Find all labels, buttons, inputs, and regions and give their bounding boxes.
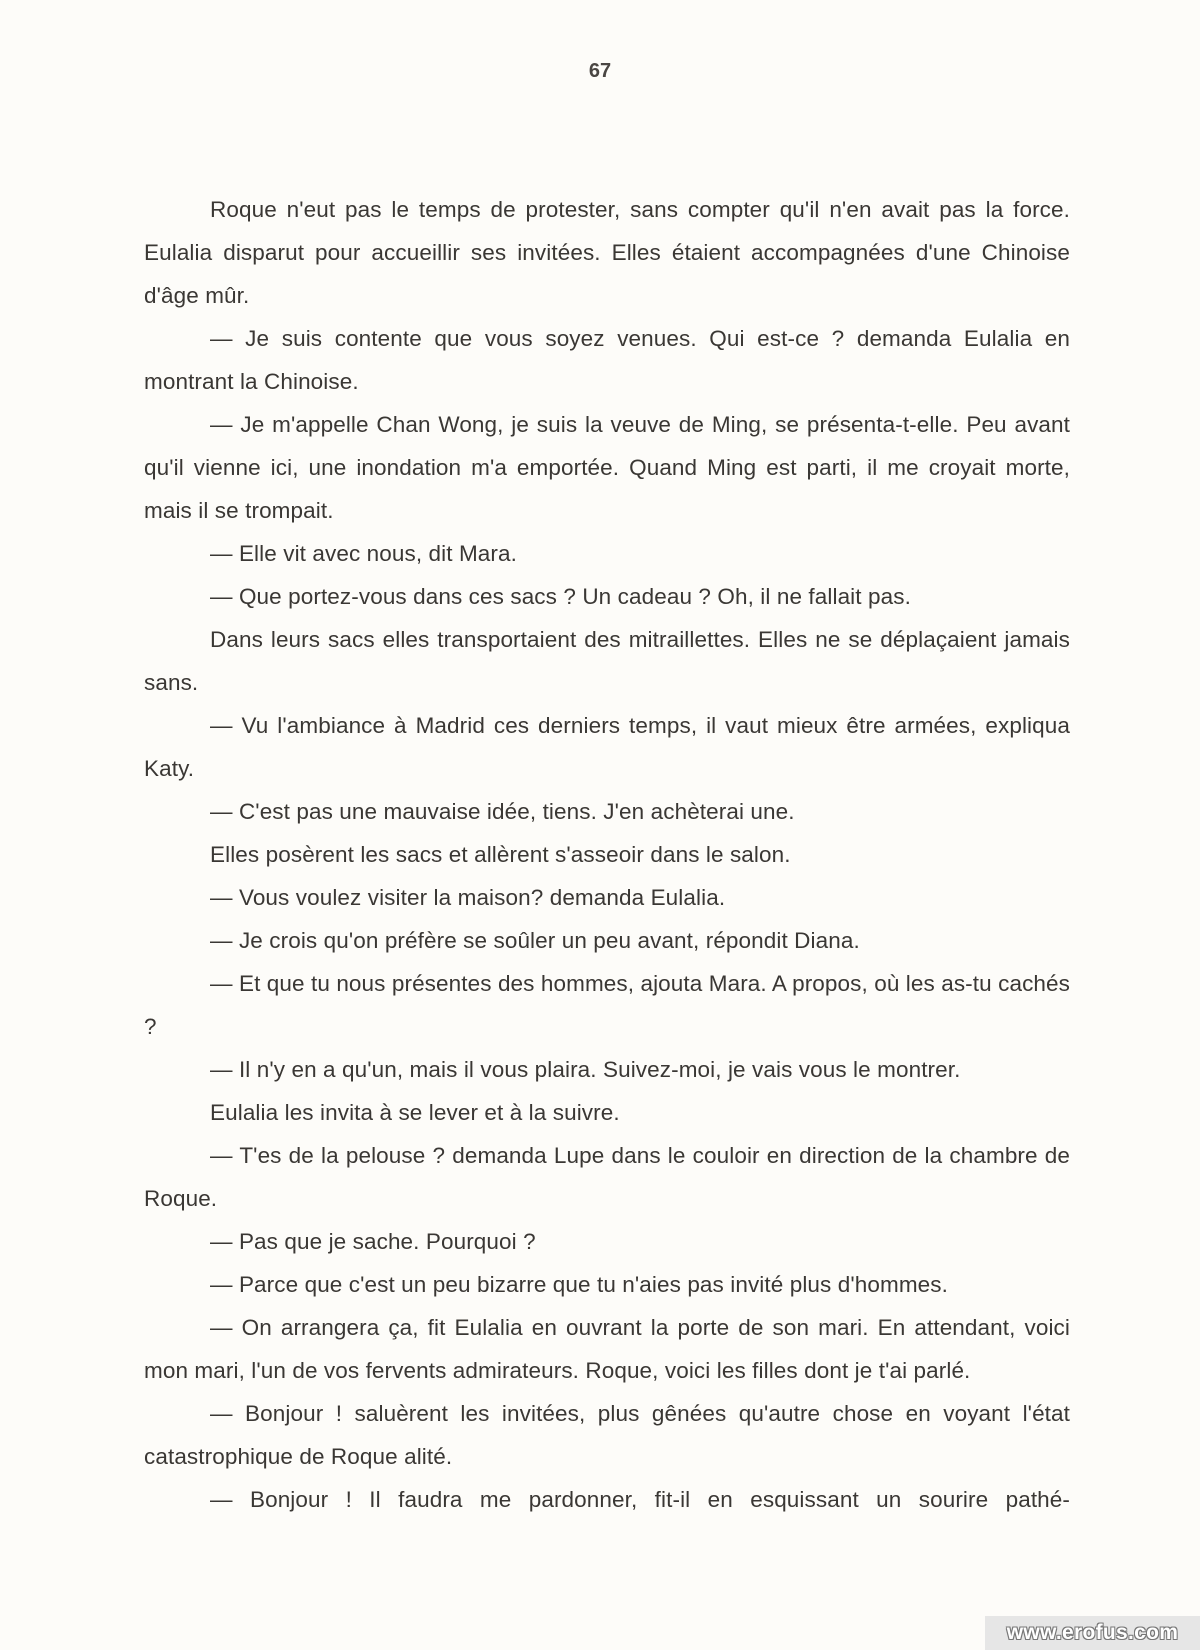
paragraph: — Que portez-vous dans ces sacs ? Un cadeau ? Oh, il ne fallait pas. bbox=[210, 584, 911, 609]
paragraph: — Bonjour ! saluèrent les invitées, plus gênées qu'autre chose en voyant l'état catastrophique de Roque alité. bbox=[144, 1401, 1070, 1469]
watermark-link[interactable]: www.erofus.com bbox=[985, 1616, 1200, 1650]
paragraph: — Elle vit avec nous, dit Mara. bbox=[210, 541, 517, 566]
paragraph: — Je m'appelle Chan Wong, je suis la veuve de Ming, se présenta-t-elle. Peu avant qu'il vienne ici, une inondation m'a emportée. Quand Ming est parti, il me croyait morte, mais il se trompait. bbox=[144, 412, 1070, 523]
paragraph: — Bonjour ! Il faudra me pardonner, fit-il en esquissant un sourire pathé- bbox=[210, 1487, 1070, 1512]
paragraph: Dans leurs sacs elles transportaient des mitraillettes. Elles ne se déplaçaient jamais sans. bbox=[144, 627, 1070, 695]
paragraph: — Vu l'ambiance à Madrid ces derniers temps, il vaut mieux être armées, expliqua Katy. bbox=[144, 713, 1070, 781]
paragraph: — On arrangera ça, fit Eulalia en ouvrant la porte de son mari. En attendant, voici mon mari, l'un de vos fervents admirateurs. Roque, voici les filles dont je t'ai parlé. bbox=[144, 1315, 1070, 1383]
page-number: 67 bbox=[588, 60, 612, 82]
paragraph: — Et que tu nous présentes des hommes, ajouta Mara. A propos, où les as-tu cachés ? bbox=[144, 971, 1070, 1039]
paragraph: — T'es de la pelouse ? demanda Lupe dans le couloir en direction de la chambre de Roque. bbox=[144, 1143, 1070, 1211]
paragraph: Eulalia les invita à se lever et à la suivre. bbox=[210, 1100, 620, 1125]
paragraph: — Parce que c'est un peu bizarre que tu n'aies pas invité plus d'hommes. bbox=[210, 1272, 948, 1297]
body-text bbox=[144, 188, 1070, 1521]
paragraph: Elles posèrent les sacs et allèrent s'asseoir dans le salon. bbox=[210, 842, 791, 867]
paragraph: — Il n'y en a qu'un, mais il vous plaira. Suivez-moi, je vais vous le montrer. bbox=[210, 1057, 961, 1082]
paragraph: — C'est pas une mauvaise idée, tiens. J'en achèterai une. bbox=[210, 799, 795, 824]
paragraph: — Je crois qu'on préfère se soûler un peu avant, répondit Diana. bbox=[210, 928, 860, 953]
paragraph: Roque n'eut pas le temps de protester, sans compter qu'il n'en avait pas la force. Eulalia disparut pour accueillir ses invitées. Elles étaient accompagnées d'une Chinoise d'âge mûr. bbox=[144, 197, 1070, 308]
paragraph: — Je suis contente que vous soyez venues. Qui est-ce ? demanda Eulalia en montrant la Chinoise. bbox=[144, 326, 1070, 394]
paragraph: — Vous voulez visiter la maison? demanda Eulalia. bbox=[210, 885, 726, 910]
paragraph: — Pas que je sache. Pourquoi ? bbox=[210, 1229, 536, 1254]
